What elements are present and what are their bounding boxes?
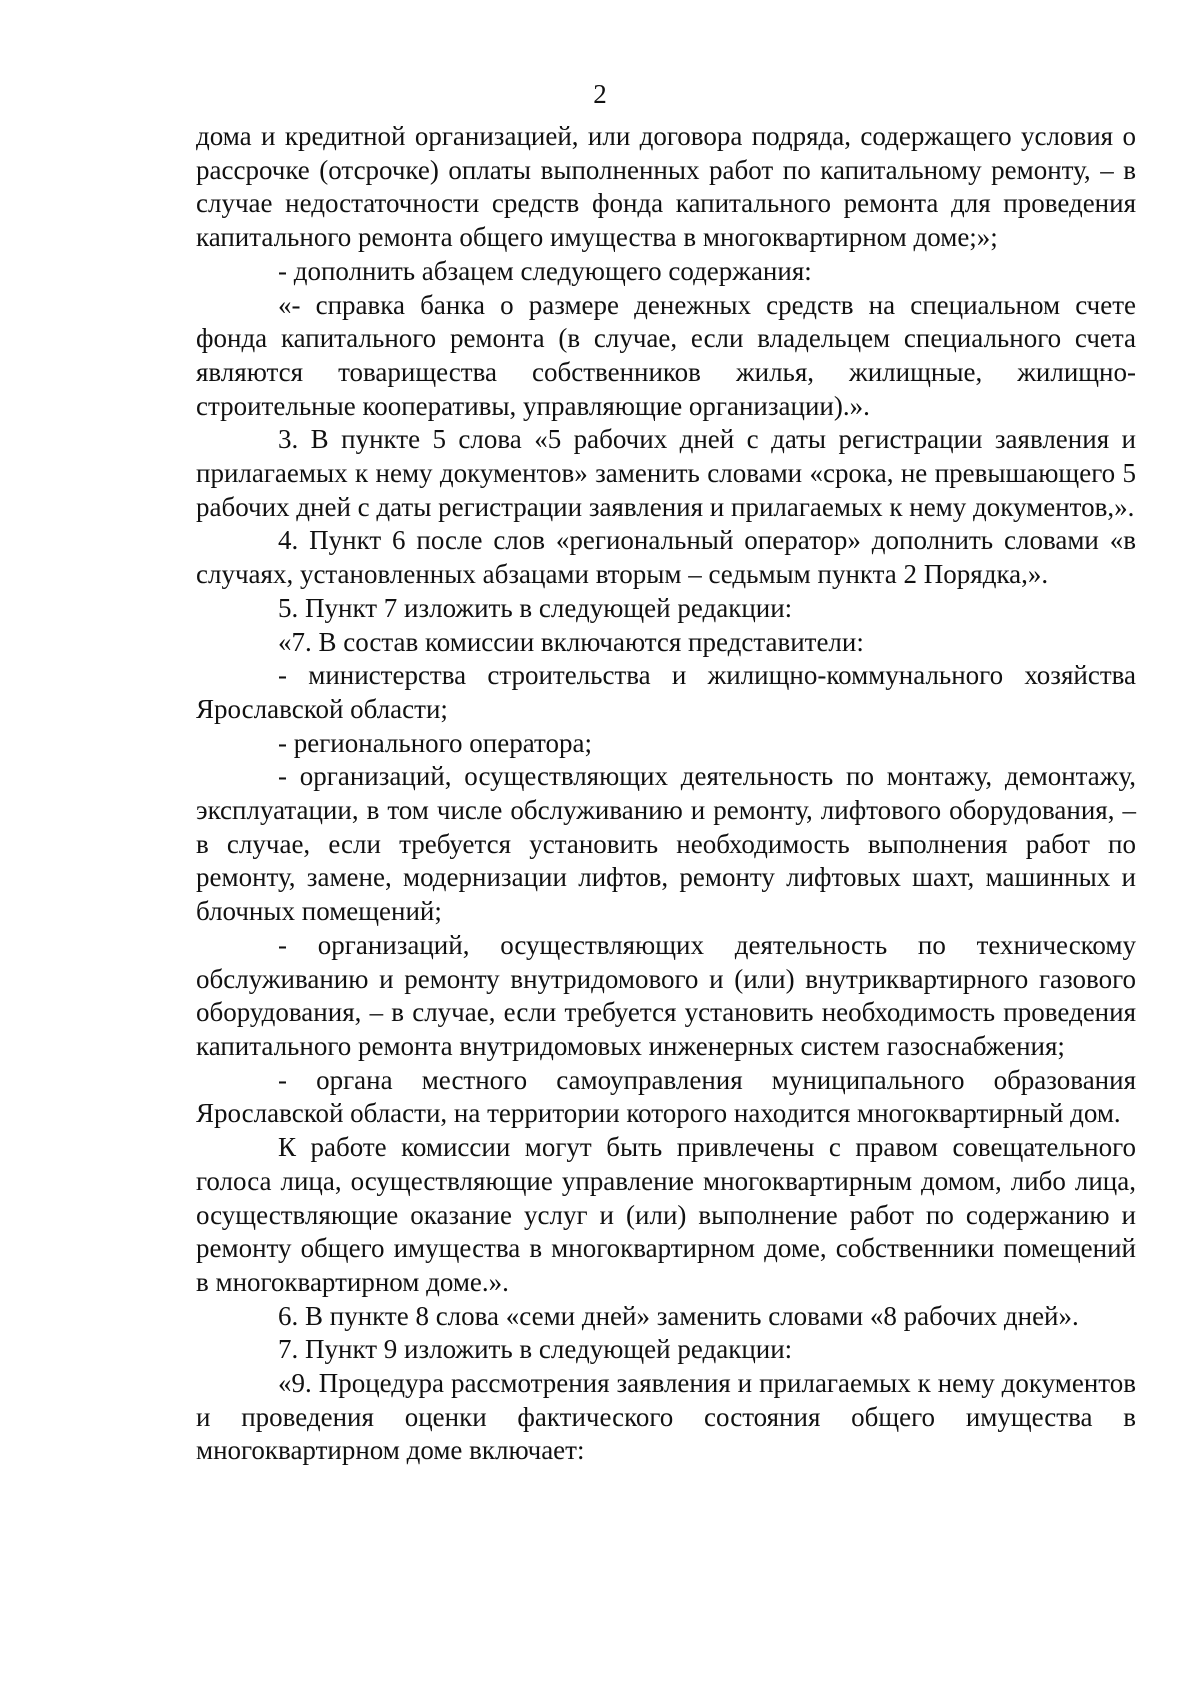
- paragraph-continuation: дома и кредитной организацией, или договора подряда, содержащего условия о рассрочке (отсрочке) оплаты выполненных работ по капитальному ремонту, – в случае недостаточности средств фонда капитального ремонта для проведения капитального ремонта общего имущества в многоквартирном доме;»;: [196, 121, 1136, 253]
- paragraph-advisory-members: К работе комиссии могут быть привлечены с правом совещательного голоса лица, осуществляющие управление многоквартирным домом, либо лица, осуществляющие оказание услуг и (или) выполнение работ по содержанию и ремонту общего имущества в многоквартирном доме, собственники помещений в многоквартирном доме.».: [196, 1132, 1136, 1297]
- paragraph-item-6: 6. В пункте 8 слова «семи дней» заменить словами «8 рабочих дней».: [278, 1300, 1079, 1331]
- paragraph-ministry: - министерства строительства и жилищно-коммунального хозяйства Ярославской области;: [196, 660, 1136, 724]
- paragraph-regional-operator: - регионального оператора;: [278, 727, 592, 758]
- paragraph-bank-certificate: «- справка банка о размере денежных средств на специальном счете фонда капитального ремонта (в случае, если владельцем специального счета являются товарищества собственников жилья, жилищные, жилищно-строительные кооперативы, управляющие организации).».: [196, 289, 1136, 421]
- paragraph-gas-organizations: - организаций, осуществляющих деятельность по техническому обслуживанию и ремонту внутридомового и (или) внутриквартирного газового оборудования, – в случае, если требуется установить необходимость проведения капитального ремонта внутридомовых инженерных систем газоснабжения;: [196, 929, 1136, 1061]
- paragraph-item-5: 5. Пункт 7 изложить в следующей редакции:: [278, 592, 793, 623]
- paragraph-add-abzac: - дополнить абзацем следующего содержания:: [278, 255, 812, 286]
- paragraph-lift-organizations: - организаций, осуществляющих деятельность по монтажу, демонтажу, эксплуатации, в том числе обслуживанию и ремонту, лифтового оборудования, – в случае, если требуется установить необходимость выполнения работ по ремонту, замене, модернизации лифтов, ремонту лифтовых шахт, машинных и блочных помещений;: [196, 761, 1136, 927]
- page-number: 2: [593, 79, 607, 109]
- paragraph-local-government: - органа местного самоуправления муниципального образования Ярославской области, на территории которого находится многоквартирный дом.: [196, 1064, 1136, 1129]
- paragraph-item-4: 4. Пункт 6 после слов «региональный оператор» дополнить словами «в случаях, установленных абзацами вторым – седьмым пункта 2 Порядка,».: [196, 525, 1136, 590]
- paragraph-procedure: «9. Процедура рассмотрения заявления и прилагаемых к нему документов и проведения оценки фактического состояния общего имущества в многоквартирном доме включает:: [196, 1368, 1136, 1466]
- paragraph-item-3: 3. В пункте 5 слова «5 рабочих дней с даты регистрации заявления и прилагаемых к нему документов» заменить словами «срока, не превышающего 5 рабочих дней с даты регистрации заявления и прилагаемых к нему документов,».: [196, 424, 1136, 522]
- paragraph-item-7: 7. Пункт 9 изложить в следующей редакции:: [278, 1334, 793, 1365]
- document-body: [196, 120, 1136, 1468]
- paragraph-commission-composition: «7. В состав комиссии включаются представители:: [278, 626, 864, 657]
